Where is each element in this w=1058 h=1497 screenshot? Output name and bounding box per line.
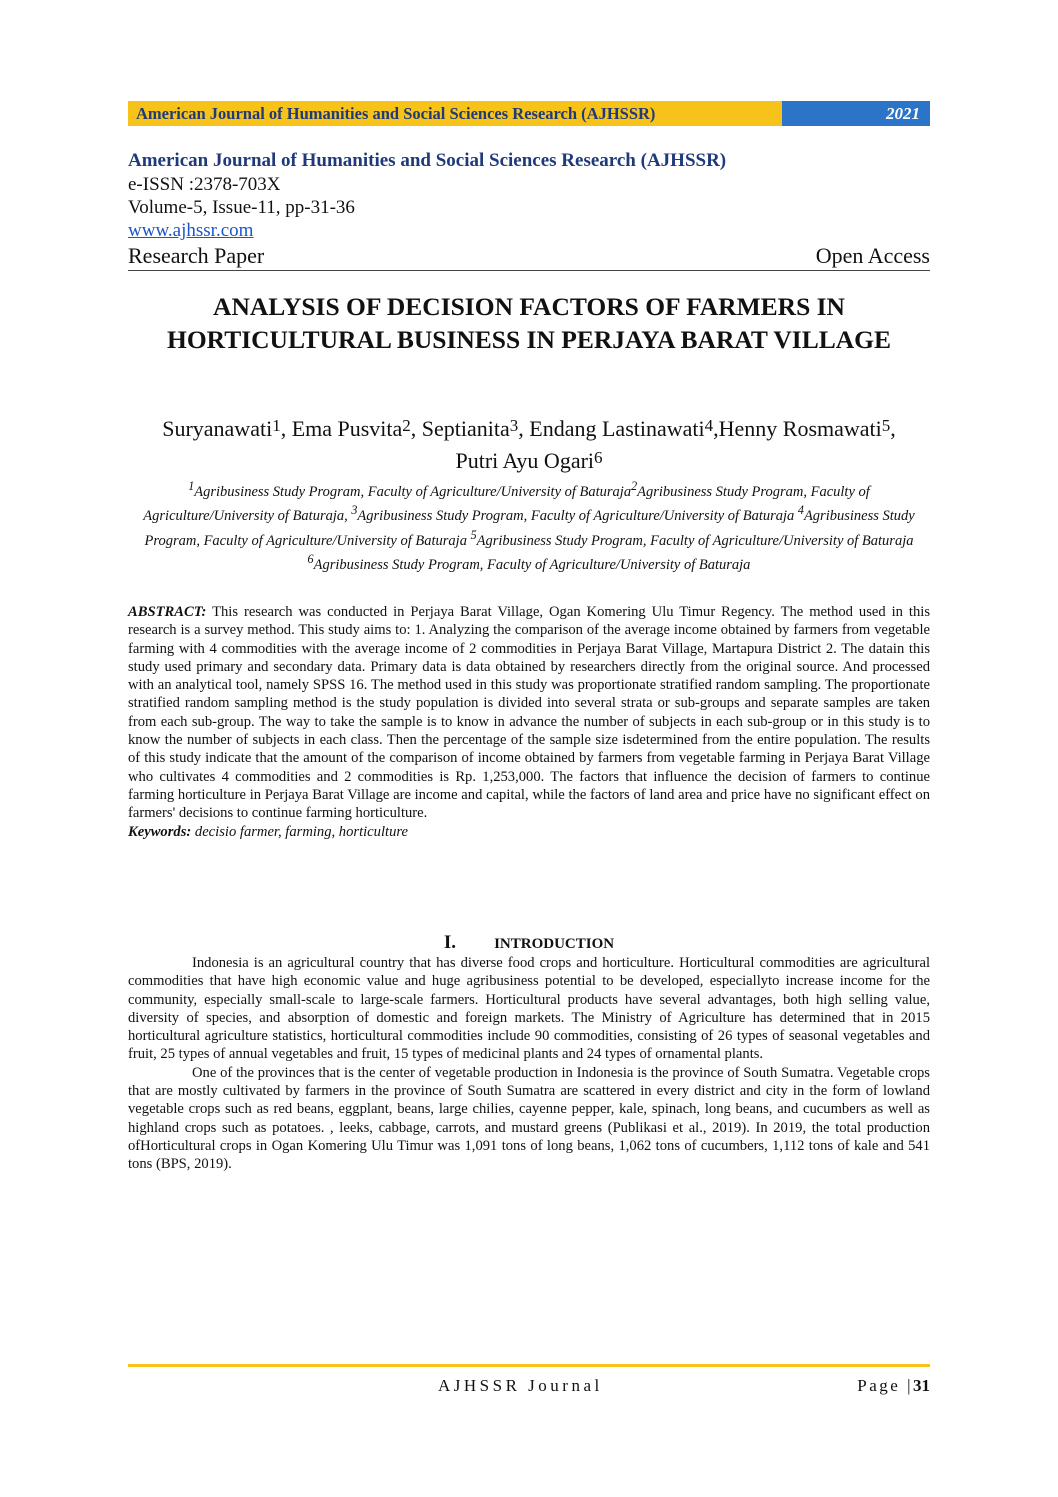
keywords: [128, 823, 930, 841]
author: Ema Pusvita$^2$,: [291, 416, 422, 441]
abstract-text: This research was conducted in Perjaya Barat Village, Ogan Komering Ulu Timur Regency. The method used in this research is a survey method. This study aims to: 1. Analyzing the comparison of the average income obtained by farmers from vegetable farming with 4 commodities with the average income of 2 commodities in Perjaya Barat Village, Martapura District 2. The datain this study used primary and secondary data. Primary data is data obtained by researchers directly from the original source. And processed with an analytical tool, namely SPSS 16. The method used in this study was proportionate stratified random sampling. The proportionate stratified random sampling method is the study population is divided into several strata or sub-groups and separate samples are taken from each sub-group. The way to take the sample is to know in advance the number of subjects in each sub-group or in this study is to know the number of subjects in each class. Then the percentage of the sample size isdetermined from the entire population. The results of this study indicate that the amount of the comparison of income obtained by farmers from vegetable farming in Perjaya Barat Village who cultivates 4 commodities and 2 commodities is Rp. 1,253,000. The factors that influence the decision of farmers to continue farming horticulture in Perjaya Barat Village are income and capital, while the factors of land area and price have no significant effect on farmers' decisions to continue farming horticulture.: [128, 604, 930, 822]
affiliation: Agribusiness Study Program, Faculty of Agriculture/University of Baturaja: [143, 483, 870, 525]
running-header-year: 2021: [782, 101, 930, 126]
paper-title: ANALYSIS OF DECISION FACTORS OF FARMERS IN HORTICULTURAL BUSINESS IN PERJAYA BARAT VILLAGE: [167, 292, 891, 354]
paragraph: Indonesia is an agricultural country that has diverse food crops and horticulture. Horticultural commodities are agricultural commodities that have high economic value and huge agribusiness potential to be developed, especiallyto increase income for the community, especially small-scale to large-scale farmers. Horticultural products have several advantages, both high selling value, diversity of species, and absorption of domestic and foreign markets. The Ministry of Agriculture has determined that in 2015 horticultural agriculture statistics, horticultural commodities include 90 commodities, consisting of 26 types of seasonal vegetables and fruit, 25 types of annual vegetables and fruit, 15 types of medicinal plants and 24 types of ornamental plants.: [128, 955, 930, 1063]
journal-issn: e-ISSN :2378-703X: [128, 174, 281, 195]
page-footer: [128, 1374, 930, 1398]
affiliation: Agribusiness Study Program, Faculty of Agriculture/University of Baturaja: [476, 532, 914, 549]
section-heading: [128, 933, 930, 954]
affiliation: Agribusiness Study Program, Faculty of Agriculture/University of Baturaja: [144, 508, 915, 549]
introduction-body: [128, 954, 930, 1174]
author: Suryanawati$^1$,: [162, 416, 292, 441]
section-number: I.: [443, 932, 457, 953]
keywords-text: decisio farmer, farming, horticulture: [191, 823, 408, 840]
author: Putri Ayu Ogari$^6$: [455, 448, 603, 473]
affiliation: Agribusiness Study Program, Faculty of Agriculture/University of Baturaja: [194, 483, 632, 500]
author: Endang Lastinawati$^4$,: [529, 416, 719, 441]
affiliation: Agribusiness Study Program, Faculty of Agriculture/University of Baturaja: [357, 508, 795, 525]
footer-page: Page |31: [857, 1376, 930, 1395]
journal-volume: Volume-5, Issue-11, pp-31-36: [128, 197, 355, 218]
paper-type: Research Paper: [128, 243, 265, 268]
abstract-label: ABSTRACT:: [128, 604, 207, 620]
footer-journal: AJHSSR Journal: [438, 1376, 603, 1395]
page-number: 31: [913, 1376, 930, 1395]
access-type: Open Access: [815, 243, 930, 268]
author: Septianita$^3$,: [421, 416, 530, 441]
paragraph: One of the provinces that is the center of vegetable production in Indonesia is the province of South Sumatra. Vegetable crops that are mostly cultivated by farmers in the province of South Sumatra are scattered in every district and city in the form of lowland vegetable crops such as red beans, eggplant, beans, large chilies, cayenne pepper, kale, spinach, long beans, and cucumbers as well as highland crops such as potatoes. , leeks, cabbage, carrots, and mustard greens (Publikasi et al., 2019). In 2019, the total production ofHorticultural crops in Ogan Komering Ulu Timur was 1,091 tons of long beans, 1,062 tons of cucumbers, 1,112 tons of kale and 541 tons (BPS, 2019).: [128, 1064, 930, 1173]
abstract: [128, 603, 930, 841]
journal-name: American Journal of Humanities and Social Sciences Research (AJHSSR): [128, 150, 727, 171]
keywords-label: Keywords:: [128, 823, 192, 840]
journal-info: [128, 149, 930, 271]
section-title: INTRODUCTION: [494, 936, 615, 952]
affiliation: Agribusiness Study Program, Faculty of Agriculture/University of Baturaja: [313, 557, 751, 574]
author: Henny Rosmawati$^5$,: [718, 416, 896, 441]
paper-type-row: [128, 243, 930, 271]
running-header: [128, 101, 930, 126]
author-list: [140, 413, 918, 477]
running-header-journal: American Journal of Humanities and Social Sciences Research (AJHSSR): [128, 101, 782, 126]
footer-divider: [128, 1364, 930, 1367]
affiliations: $^1$Agribusiness Study Program, Faculty of Agriculture/University of Baturaja$^2$Agribusiness Study Program, Faculty of Agriculture/University of Baturaja, $^3$Agribusiness Study Program, Faculty of Agriculture/University of Baturaja $^4$Agribusiness Study Program, Faculty of Agriculture/University of Baturaja $^5$Agribusiness Study Program, Faculty of Agriculture/University of Baturaja $^6$Agribusiness Study Program, Faculty of Agriculture/University of Baturaja: [143, 479, 915, 574]
journal-website-link[interactable]: www.ajhssr.com: [128, 220, 254, 241]
